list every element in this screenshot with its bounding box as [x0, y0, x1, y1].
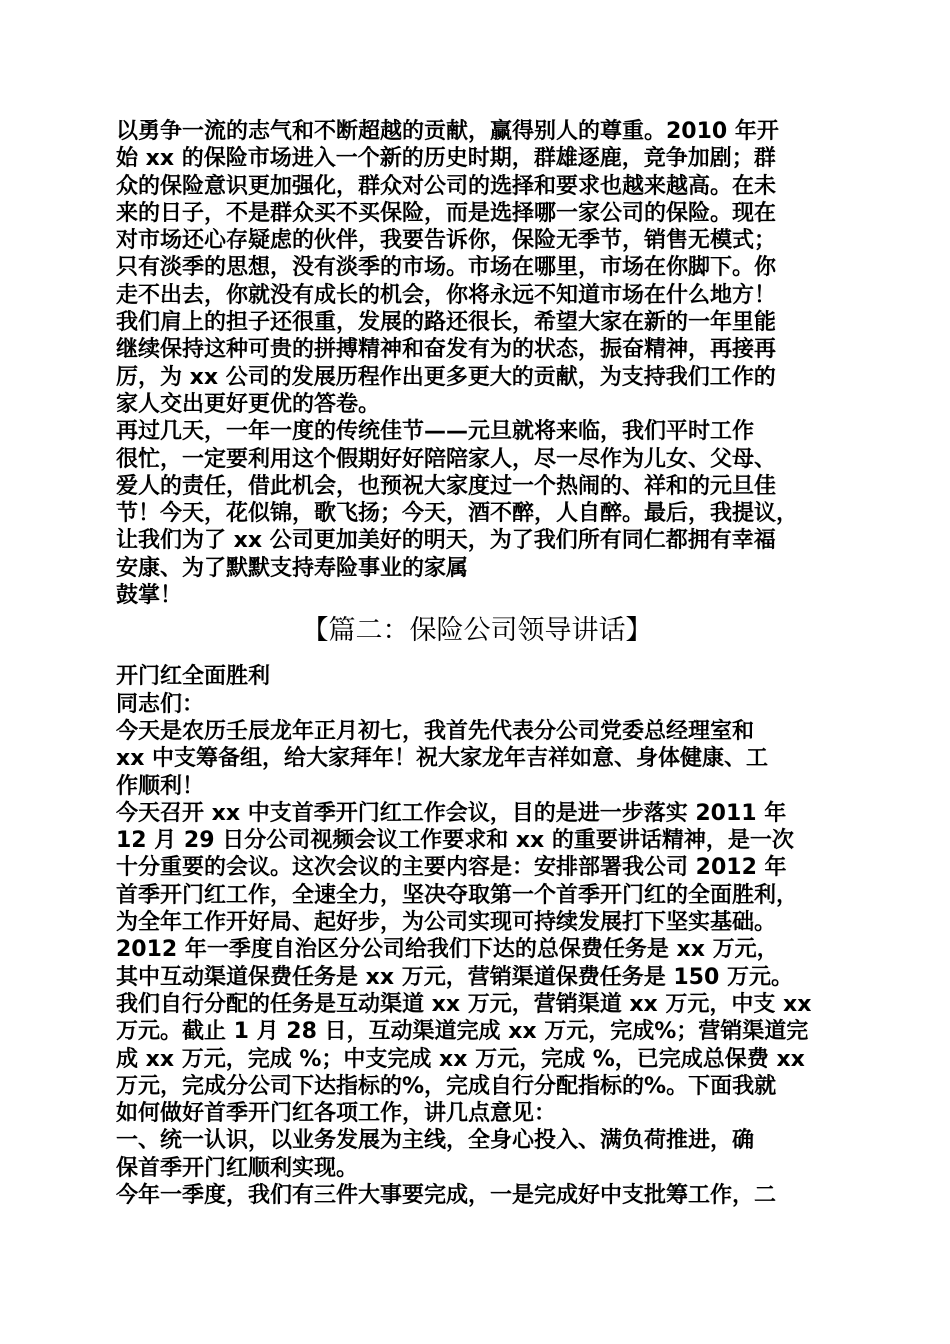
text-line: 走不出去，你就没有成长的机会，你将永远不知道市场在什么地方！ [116, 282, 777, 308]
text-line: 对市场还心存疑虑的伙伴，我要告诉你，保险无季节，销售无模式； [116, 228, 777, 254]
text-line: 继续保持这种可贵的拼搏精神和奋发有为的状态，振奋精神，再接再 [116, 337, 777, 363]
text-line: 今天是农历壬辰龙年正月初七，我首先代表分公司党委总经理室和 [116, 718, 755, 744]
text-line: 万元。截止 1 月 28 日，互动渠道完成 xx 万元，完成%；营销渠道完 [116, 1019, 809, 1045]
text-line: 很忙，一定要利用这个假期好好陪陪家人，尽一尽作为儿女、父母、 [116, 446, 777, 472]
text-line: 同志们： [116, 691, 205, 717]
text-line: 为全年工作开好局、起好步，为公司实现可持续发展打下坚实基础。 [116, 910, 777, 936]
text-line: 再过几天，一年一度的传统佳节——元旦就将来临，我们平时工作 [116, 419, 755, 445]
text-line: 如何做好首季开门红各项工作，讲几点意见： [116, 1101, 557, 1127]
text-line: 万元，完成分公司下达指标的%，完成自行分配指标的%。下面我就 [116, 1073, 777, 1099]
text-line: 成 xx 万元，完成 %；中支完成 xx 万元，完成 %，已完成总保费 xx [116, 1046, 805, 1072]
part-two-body [116, 663, 838, 1209]
text-line: 保首季开门红顺利实现。 [116, 1155, 359, 1181]
text-line: 让我们为了 xx 公司更加美好的明天，为了我们所有同仁都拥有幸福 [116, 528, 776, 554]
text-line: 安康、为了默默支持寿险事业的家属 [116, 555, 469, 581]
text-line: 来的日子，不是群众买不买保险，而是选择哪一家公司的保险。现在 [116, 200, 777, 226]
text-line: 2012 年一季度自治区分公司给我们下达的总保费任务是 xx 万元， [116, 937, 779, 963]
text-line: 作顺利！ [116, 773, 205, 799]
text-line: 以勇争一流的志气和不断超越的贡献，赢得别人的尊重。2010 年开 [116, 119, 779, 144]
text-line: 节！今天，花似锦，歌飞扬；今天，酒不醉，人自醉。最后，我提议， [116, 501, 799, 527]
text-line: 鼓掌！ [116, 583, 183, 609]
text-line: 厉，为 xx 公司的发展历程作出更多更大的贡献，为支持我们工作的 [116, 364, 776, 390]
text-line: 只有淡季的思想，没有淡季的市场。市场在哪里，市场在你脚下。你 [116, 255, 777, 281]
text-line: xx 中支筹备组，给大家拜年！祝大家龙年吉祥如意、身体健康、工 [116, 746, 769, 772]
text-line: 今年一季度，我们有三件大事要完成，一是完成好中支批筹工作，二 [116, 1182, 777, 1208]
text-line: 12 月 29 日分公司视频会议工作要求和 xx 的重要讲话精神，是一次 [116, 828, 794, 854]
part-one-body [116, 118, 838, 609]
text-line: 开门红全面胜利 [116, 664, 271, 690]
text-line: 首季开门红工作，全速全力，坚决夺取第一个首季开门红的全面胜利， [116, 882, 799, 908]
text-line: 爱人的责任，借此机会，也预祝大家度过一个热闹的、祥和的元旦佳 [116, 473, 777, 499]
text-line: 十分重要的会议。这次会议的主要内容是：安排部署我公司 2012 年 [116, 855, 787, 881]
text-line: 家人交出更好更优的答卷。 [116, 391, 381, 417]
text-line: 一、统一认识，以业务发展为主线，全身心投入、满负荷推进，确 [116, 1128, 755, 1154]
section-title: 【篇二：保险公司领导讲话】 [301, 615, 653, 647]
text-line: 众的保险意识更加强化，群众对公司的选择和要求也越来越高。在未 [116, 173, 777, 199]
text-line: 我们肩上的担子还很重，发展的路还很长，希望大家在新的一年里能 [116, 310, 777, 336]
document-page [116, 118, 838, 1209]
text-line: 今天召开 xx 中支首季开门红工作会议，目的是进一步落实 2011 年 [116, 800, 787, 826]
text-line: 始 xx 的保险市场进入一个新的历史时期，群雄逐鹿，竞争加剧；群 [116, 146, 776, 172]
text-line: 我们自行分配的任务是互动渠道 xx 万元，营销渠道 xx 万元，中支 xx [116, 991, 812, 1017]
text-line: 其中互动渠道保费任务是 xx 万元，营销渠道保费任务是 150 万元。 [116, 964, 793, 990]
